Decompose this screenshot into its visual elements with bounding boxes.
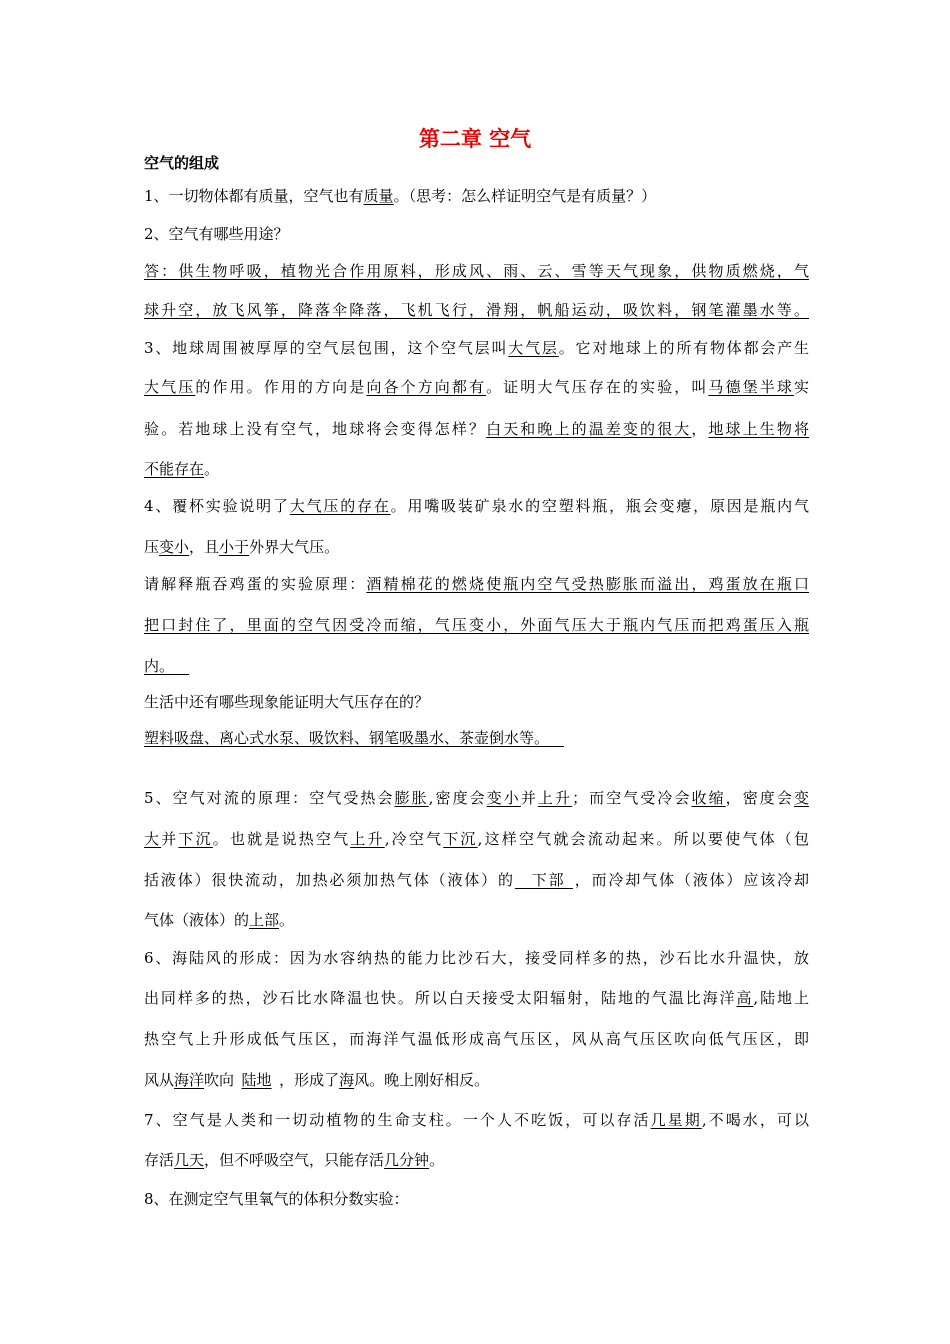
answer-underline: 答：供生物呼吸，植物光合作用原料，形成风、雨、云、雪等天气现象，供物质燃烧，气 — [144, 262, 809, 280]
text-segment: 5、空气对流的原理：空气受热会 — [144, 789, 395, 807]
text-segment: 。（思考：怎么样证明空气是有质量？） — [393, 187, 657, 205]
answer-underline: 不能存在 — [144, 460, 205, 478]
text-segment: 吹向 — [204, 1071, 242, 1089]
text-segment: ,这样空气就会流动起来。所以要使气体（包 — [477, 830, 809, 848]
answer-underline: 上升 — [537, 789, 573, 807]
answer-underline: 海 — [339, 1071, 355, 1089]
answer-underline: 大气压 — [144, 378, 196, 396]
answer-underline: 膨胀 — [394, 789, 429, 807]
text-segment: 1、一切物体都有质量，空气也有 — [144, 187, 364, 205]
answer-underline: 变小 — [486, 789, 521, 807]
text-segment: ,陆地上 — [753, 989, 809, 1007]
text-line — [144, 690, 809, 714]
answer-underline: 塑料吸盘、离心式水泵、吸饮料、钢笔吸墨水、茶壶倒水等。 — [144, 729, 550, 747]
answer-underline: 地球上生物将 — [708, 420, 809, 438]
text-line — [144, 986, 809, 1010]
text-segment: 。它对地球上的所有物体都会产生 — [558, 339, 809, 357]
answer-underline — [174, 657, 189, 675]
text-segment: ， — [691, 420, 709, 438]
text-segment: 压 — [144, 538, 160, 556]
answer-underline: 高 — [736, 989, 754, 1007]
text-segment: 出同样多的热，沙石比水降温也快。所以白天接受太阳辐射，陆地的气温比海洋 — [144, 989, 737, 1007]
text-segment: ,冷空气 — [384, 830, 444, 848]
answer-underline: 变小 — [159, 538, 190, 556]
text-segment: 8、在测定空气里氧气的体积分数实验： — [144, 1190, 409, 1208]
answer-underline: 变 — [793, 789, 809, 807]
text-segment: 的作用。作用的方向是 — [195, 378, 367, 396]
text-segment: 请解释瓶吞鸡蛋的实验原理： — [144, 575, 367, 593]
text-segment: 3、地球周围被厚厚的空气层包围，这个空气层叫 — [144, 339, 509, 357]
answer-underline: 把口封住了，里面的空气因受冷而缩，气压变小，外面气压大于瓶内气压而把鸡蛋压入瓶 — [144, 616, 809, 634]
answer-underline: 小于 — [219, 538, 250, 556]
answer-underline: 几星期 — [650, 1111, 702, 1129]
text-line — [144, 827, 809, 851]
answer-underline: 几天 — [174, 1151, 205, 1169]
answer-underline: 上升 — [350, 830, 385, 848]
text-segment: 生活中还有哪些现象能证明大气压存在的？ — [144, 693, 430, 711]
answer-underline: 上部 — [249, 911, 280, 929]
answer-underline: 大 — [144, 830, 162, 848]
text-segment: 。 — [279, 911, 295, 929]
text-segment: 验。若地球上没有空气，地球将会变得怎样？ — [144, 420, 487, 438]
text-line — [144, 417, 809, 441]
text-line — [144, 1108, 809, 1132]
text-segment: 2、空气有哪些用途？ — [144, 225, 289, 243]
text-line — [144, 1027, 809, 1051]
text-segment: 并 — [161, 830, 179, 848]
text-segment: 。也就是说热空气 — [212, 830, 351, 848]
text-segment: 风。晚上刚好相反。 — [354, 1071, 490, 1089]
text-line — [144, 726, 809, 750]
text-segment: 。 — [204, 460, 220, 478]
text-line — [144, 457, 809, 481]
text-segment: 风从 — [144, 1071, 175, 1089]
text-segment: 括液体）很快流动，加热必须加热气体（液体）的 — [144, 871, 515, 889]
answer-underline: 下部 — [514, 871, 573, 889]
text-line — [144, 946, 809, 970]
text-line — [144, 654, 809, 678]
text-line — [144, 535, 809, 559]
text-segment: 实 — [793, 378, 809, 396]
text-line — [144, 572, 809, 596]
text-line — [144, 613, 809, 637]
answer-underline: 陆地 — [241, 1071, 272, 1089]
text-line — [144, 786, 809, 810]
text-segment: ，密度会 — [725, 789, 794, 807]
answer-underline: 内。 — [144, 657, 175, 675]
answer-underline: 酒精棉花的燃烧使瓶内空气受热膨胀而溢出，鸡蛋放在瓶口 — [366, 575, 809, 593]
text-line — [144, 184, 809, 208]
text-line — [144, 868, 809, 892]
text-segment: 。 — [429, 1151, 445, 1169]
text-line — [144, 494, 809, 518]
text-segment: ,不喝水，可以 — [701, 1111, 809, 1129]
answer-underline: 向各个方向都有 — [366, 378, 487, 396]
text-line — [144, 1187, 809, 1211]
text-segment: 气体（液体）的 — [144, 911, 250, 929]
text-line — [144, 375, 809, 399]
text-segment: 并 — [520, 789, 538, 807]
text-segment: 7、空气是人类和一切动植物的生命支柱。一个人不吃饭，可以存活 — [144, 1111, 651, 1129]
text-line — [144, 1148, 809, 1172]
text-segment: 4、覆杯实验说明了 — [144, 497, 290, 515]
answer-underline: 海洋 — [174, 1071, 205, 1089]
text-line — [144, 298, 809, 322]
text-line — [144, 1068, 809, 1092]
answer-underline: 大气压的存在 — [289, 497, 391, 515]
text-segment: ，而冷却气体（液体）应该冷却 — [572, 871, 809, 889]
answer-underline: 马德堡半球 — [708, 378, 794, 396]
answer-underline — [549, 729, 564, 747]
answer-underline: 下沉 — [443, 830, 478, 848]
chapter-title: 第二章 空气 — [418, 127, 532, 151]
answer-underline: 白天和晚上的温差变的很大 — [486, 420, 692, 438]
text-segment: 外界大气压。 — [249, 538, 340, 556]
text-segment: ；而空气受冷会 — [572, 789, 692, 807]
section-heading: 空气的组成 — [144, 154, 220, 172]
text-segment: 存活 — [144, 1151, 175, 1169]
text-segment: 。用嘴吸装矿泉水的空塑料瓶，瓶会变瘪，原因是瓶内气 — [390, 497, 809, 515]
text-segment: 热空气上升形成低气压区，而海洋气温低形成高气压区，风从高气压区吹向低气压区，即 — [144, 1030, 809, 1048]
text-segment: ，但不呼吸空气，只能存活 — [204, 1151, 385, 1169]
text-line — [144, 336, 809, 360]
text-segment: 。证明大气压存在的实验，叫 — [486, 378, 709, 396]
answer-underline: 几分钟 — [384, 1151, 430, 1169]
answer-underline: 收缩 — [691, 789, 726, 807]
text-line — [144, 222, 809, 246]
text-segment: ，形成了 — [271, 1071, 340, 1089]
text-segment: ，且 — [189, 538, 220, 556]
answer-underline: 下沉 — [178, 830, 213, 848]
text-line — [144, 908, 809, 932]
text-segment: 6、海陆风的形成：因为水容纳热的能力比沙石大，接受同样多的热，沙石比水升温快，放 — [144, 949, 809, 967]
answer-underline: 球升空，放飞风筝，降落伞降落，飞机飞行，滑翔，帆船运动，吸饮料，钢笔灌墨水等。 — [144, 301, 809, 319]
text-segment: ,密度会 — [428, 789, 487, 807]
answer-underline: 质量 — [363, 187, 394, 205]
answer-underline: 大气层 — [508, 339, 559, 357]
text-line — [144, 259, 809, 283]
